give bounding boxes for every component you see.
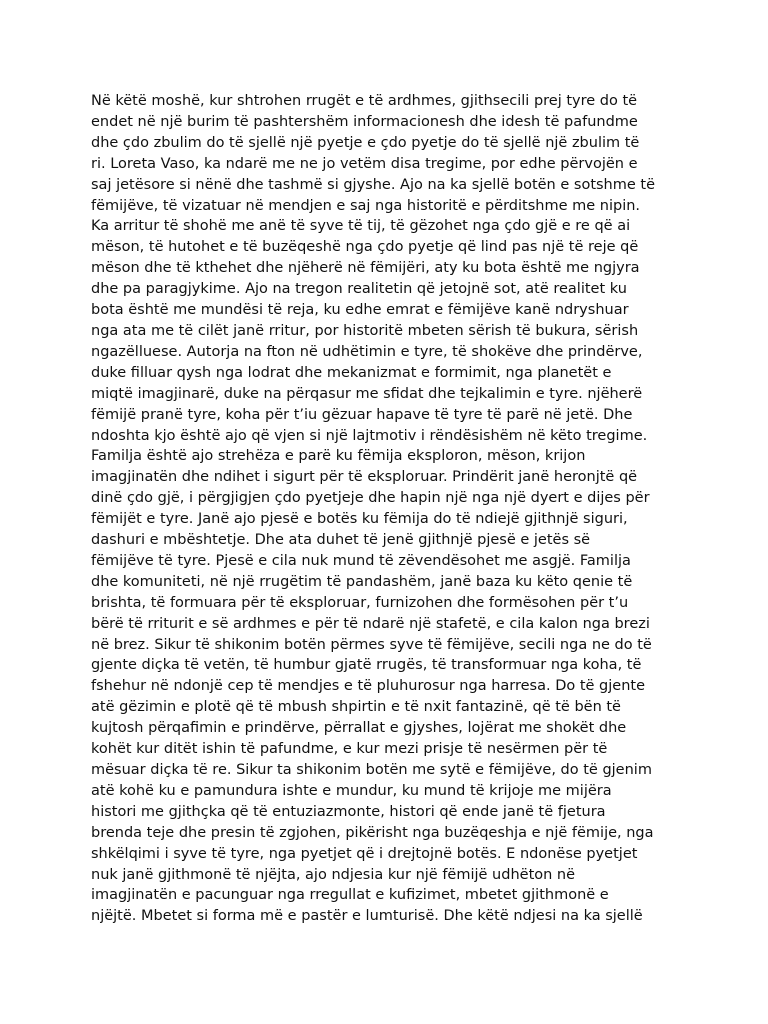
paragraph-line: gjente diçka të vetën, të humbur gjatë rrugës, të transformuar nga koha, të [91,657,642,674]
paragraph-line: njëjtë. Mbetet si forma më e pastër e lumturisë. Dhe këtë ndjesi na ka sjellë [91,908,643,925]
paragraph-line: fshehur në ndonjë cep të mendjes e të pluhurosur nga harresa. Do të gjente [91,678,646,695]
paragraph-line: fëmijët e tyre. Janë ajo pjesë e botës ku fëmija do të ndiejë gjithnjë siguri, [91,511,628,528]
paragraph-line: mëson, të hutohet e të buzëqeshë nga çdo pyetje që lind pas një të reje që [91,239,639,256]
paragraph-line: mëson dhe të kthehet dhe njëherë në fëmijëri, aty ku bota është me ngjyra [91,260,640,277]
paragraph-line: fëmijë pranë tyre, koha për t’iu gëzuar hapave të tyre të parë në jetë. Dhe [91,406,633,423]
paragraph-line: brishta, të formuara për të eksploruar, furnizohen dhe formësohen për t’u [91,594,629,611]
paragraph-line: në brez. Sikur të shikonim botën përmes syve të fëmijëve, secili nga ne do të [91,636,652,653]
paragraph-line: imagjinatën e pacunguar nga rregullat e kufizimet, mbetet gjithmonë e [91,887,609,904]
paragraph-line: nga ata me të cilët janë rritur, por historitë mbeten sërish të bukura, sërish [91,322,639,339]
paragraph-line: fëmijëve, të vizatuar në mendjen e saj nga historitë e përditshme me nipin. [91,197,641,214]
paragraph-line: ri. Loreta Vaso, ka ndarë me ne jo vetëm disa tregime, por edhe përvojën e [91,155,638,172]
paragraph-line: dhe komuniteti, në një rrugëtim të pandashëm, janë baza ku këto qenie të [91,573,633,590]
paragraph-line: duke filluar qysh nga lodrat dhe mekanizmat e formimit, nga planetët e [91,364,612,381]
paragraph-line: dhe çdo zbulim do të sjellë një pyetje e çdo pyetje do të sjellë një zbulim të [91,134,640,151]
paragraph-line: fëmijëve të tyre. Pjesë e cila nuk mund të zëvendësohet me asgjë. Familja [91,552,631,569]
paragraph-line: mësuar diçka të re. Sikur ta shikonim botën me sytë e fëmijëve, do të gjenim [91,762,652,778]
paragraph-line: ndoshta kjo është ajo që vjen si një lajtmotiv i rëndësishëm në këto tregime. [91,427,648,444]
paragraph-line: saj jetësore si nënë dhe tashmë si gjyshe. Ajo na ka sjellë botën e sotshme të [91,176,656,193]
paragraph-line: nuk janë gjithmonë të njëjta, ajo ndjesia kur një fëmijë udhëton në [91,866,576,883]
paragraph-line: kujtosh përqafimin e prindërve, përrallat e gjyshes, lojërat me shokët dhe [91,720,627,737]
paragraph-line: bërë të rriturit e së ardhmes e për të ndarë një stafetë, e cila kalon nga brezi [91,615,650,632]
paragraph-line: kohët kur ditët ishin të pafundme, e kur mezi prisje të nesërmen për të [91,741,608,758]
paragraph-line: atë kohë ku e pamundura ishte e mundur, ku mund të krijoje me mijëra [91,782,612,799]
paragraph-line: Familja është ajo strehëza e parë ku fëmija eksploron, mëson, krijon [91,448,586,465]
paragraph-line: dinë çdo gjë, i përgjigjen çdo pyetjeje dhe hapin një nga një dyert e dijes për [91,490,650,507]
paragraph-line: endet në një burim të pashtershëm informacionesh dhe idesh të pafundme [91,113,638,130]
paragraph-line: ngazëlluese. Autorja na fton në udhëtimin e tyre, të shokëve dhe prindërve, [91,343,643,360]
paragraph-line: Në këtë moshë, kur shtrohen rrugët e të ardhmes, gjithsecili prej tyre do të [91,93,638,109]
paragraph-line: imagjinatën dhe ndihet i sigurt për të eksploruar. Prindërit janë heronjtë që [91,469,638,486]
paragraph-line: atë gëzimin e plotë që të mbush shpirtin e të nxit fantazinë, që të bën të [91,699,621,716]
paragraph-line: dhe pa paragjykime. Ajo na tregon realitetin që jetojnë sot, atë realitet ku [91,281,627,298]
paragraph-line: Ka arritur të shohë me anë të syve të tij, të gëzohet nga çdo gjë e re që ai [91,218,631,235]
paragraph-line: shkëlqimi i syve të tyre, nga pyetjet që i drejtojnë botës. E ndonëse pyetjet [91,845,638,862]
paragraph-line: miqtë imagjinarë, duke na përqasur me sfidat dhe tejkalimin e tyre. njëherë [91,385,643,402]
paragraph-line: brenda teje dhe presin të zgjohen, pikërisht nga buzëqeshja e një fëmije, nga [91,824,654,841]
paragraph-line: bota është me mundësi të reja, ku edhe emrat e fëmijëve kanë ndryshuar [91,302,629,319]
body-paragraph [91,91,691,927]
paragraph-line: dashuri e mbështetje. Dhe ata duhet të jenë gjithnjë pjesë e jetës së [91,532,591,549]
paragraph-line: histori me gjithçka që të entuziazmonte, histori që ende janë të fjetura [91,803,606,820]
